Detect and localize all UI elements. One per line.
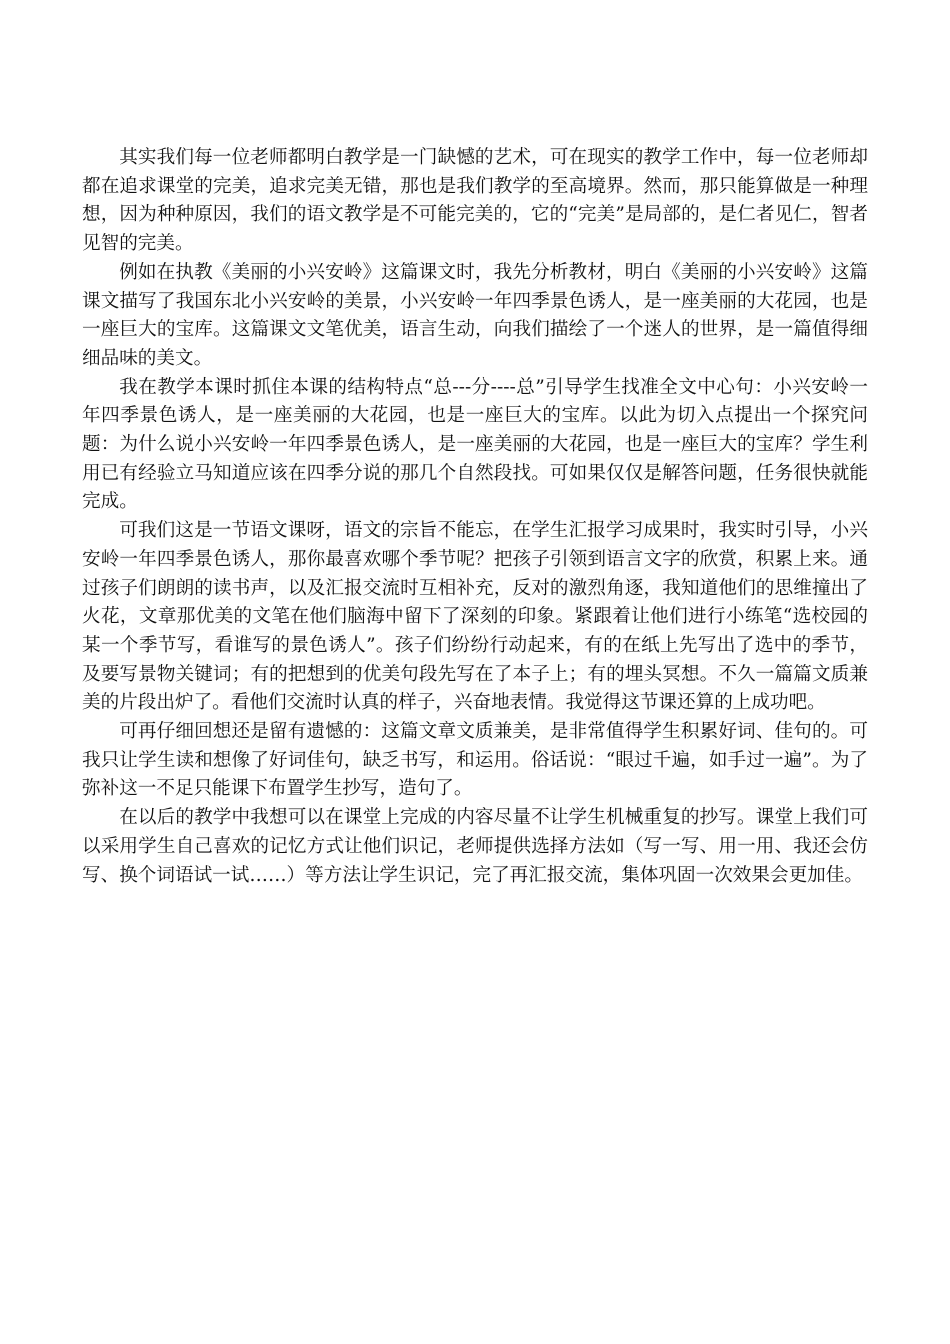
paragraph-1: 其实我们每一位老师都明白教学是一门缺憾的艺术，可在现实的教学工作中，每一位老师却都在追求课堂的完美，追求完美无错，那也是我们教学的至高境界。然而，那只能算做是一种理想，因为种种原因，我们的语文教学是不可能完美的，它的“完美”是局部的，是仁者见仁，智者见智的完美。	[82, 147, 868, 255]
paragraph-3: 我在教学本课时抓住本课的结构特点“总---分----总”引导学生找准全文中心句：小兴安岭一年四季景色诱人，是一座美丽的大花园，也是一座巨大的宝库。以此为切入点提出一个探究问题：为什么说小兴安岭一年四季景色诱人，是一座美丽的大花园，也是一座巨大的宝库？学生利用已有经验立马知道应该在四季分说的那几个自然段找。可如果仅仅是解答问题，任务很快就能完成。	[82, 376, 868, 513]
paragraph-6: 在以后的教学中我想可以在课堂上完成的内容尽量不让学生机械重复的抄写。课堂上我们可以采用学生自己喜欢的记忆方式让他们识记，老师提供选择方法如（写一写、用一用、我还会仿写、换个词语试一试……）等方法让学生识记，完了再汇报交流，集体巩固一次效果会更加佳。	[82, 807, 868, 886]
paragraph-5: 可再仔细回想还是留有遗憾的：这篇文章文质兼美，是非常值得学生积累好词、佳句的。可我只让学生读和想像了好词佳句，缺乏书写，和运用。俗话说：“眼过千遍，如手过一遍”。为了弥补这一不足只能课下布置学生抄写，造句了。	[82, 721, 868, 800]
paragraph-4: 可我们这是一节语文课呀，语文的宗旨不能忘，在学生汇报学习成果时，我实时引导，小兴安岭一年四季景色诱人，那你最喜欢哪个季节呢？把孩子引领到语言文字的欣赏，积累上来。通过孩子们朗朗的读书声，以及汇报交流时互相补充，反对的激烈角逐，我知道他们的思维撞出了火花，文章那优美的文笔在他们脑海中留下了深刻的印象。紧跟着让他们进行小练笔“选校园的某一个季节写，看谁写的景色诱人”。孩子们纷纷行动起来，有的在纸上先写出了选中的季节，及要写景物关键词；有的把想到的优美句段先写在了本子上；有的埋头冥想。不久一篇篇文质兼美的片段出炉了。看他们交流时认真的样子，兴奋地表情。我觉得这节课还算的上成功吧。	[82, 520, 868, 714]
paragraph-2: 例如在执教《美丽的小兴安岭》这篇课文时，我先分析教材，明白《美丽的小兴安岭》这篇课文描写了我国东北小兴安岭的美景，小兴安岭一年四季景色诱人，是一座美丽的大花园，也是一座巨大的宝库。这篇课文文笔优美，语言生动，向我们描绘了一个迷人的世界，是一篇值得细细品味的美文。	[82, 261, 868, 369]
document-body	[82, 144, 868, 890]
